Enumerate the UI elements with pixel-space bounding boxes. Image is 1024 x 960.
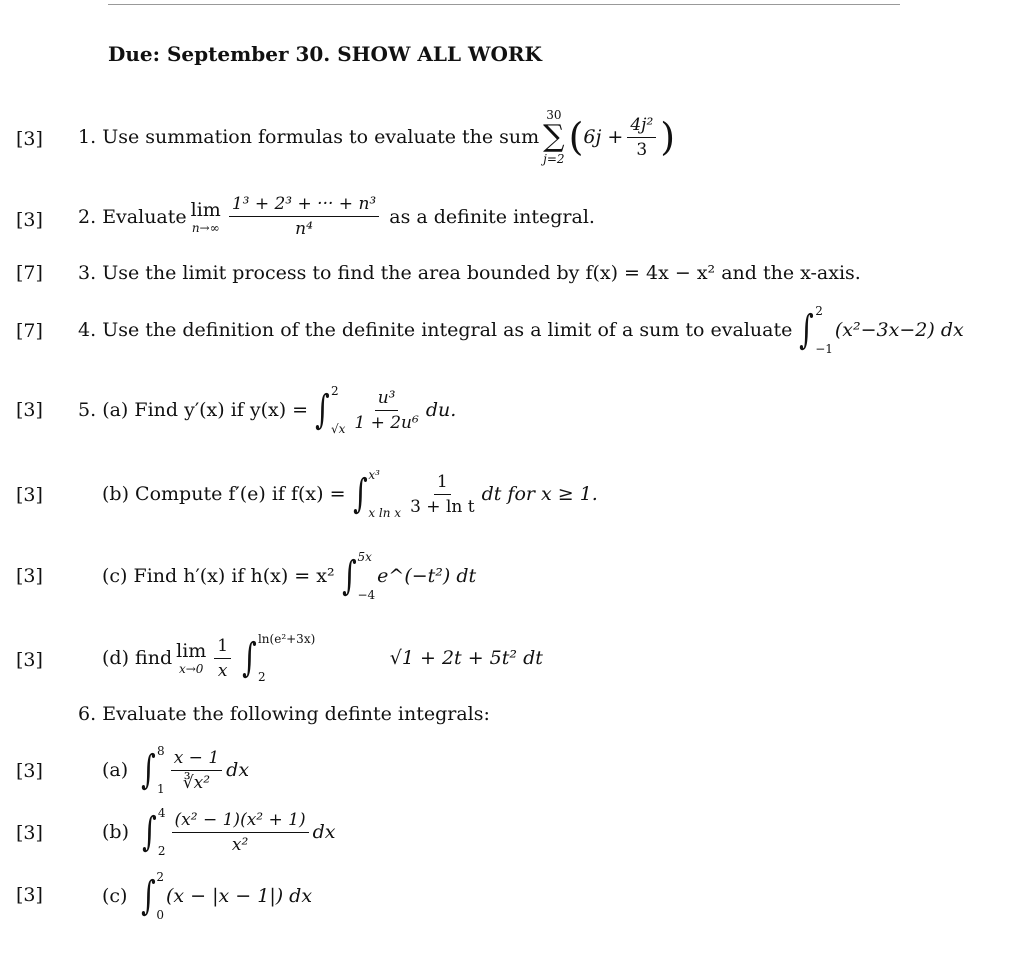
limit-word: lim — [176, 640, 207, 662]
part-label: (b) — [102, 483, 129, 505]
fraction — [351, 388, 421, 433]
problem-text: Evaluate the following definte integrals: — [102, 703, 490, 725]
lower-bound: x ln x — [368, 506, 402, 520]
points-p5c: [3] — [16, 565, 43, 587]
problem-1 — [78, 108, 675, 166]
lower-bound: 1 — [157, 782, 165, 796]
points-p6a: [3] — [16, 760, 43, 782]
fraction — [407, 472, 478, 517]
problem-2 — [78, 194, 595, 239]
part-label: (a) — [102, 759, 129, 781]
fraction-denominator: 3 + ln t — [410, 496, 475, 517]
top-rule — [108, 4, 900, 5]
fraction — [627, 115, 656, 160]
fraction-denominator: ∛x² — [182, 772, 211, 793]
upper-bound: 4 — [157, 806, 166, 820]
summation — [543, 108, 564, 166]
fraction-numerator: 1 — [434, 472, 451, 495]
problem-5d — [102, 632, 543, 684]
upper-bound: 2 — [156, 870, 164, 884]
right-paren: ) — [660, 115, 676, 159]
problem-6 — [78, 703, 490, 725]
integral — [138, 870, 164, 922]
problem-text: Find h′(x) if h(x) = x² — [133, 565, 335, 587]
problem-text: Find y′(x) if y(x) = — [134, 399, 309, 421]
tail: dx — [312, 821, 336, 843]
integral-sign: ∫ — [315, 387, 330, 433]
problem-text: Use the definition of the definite integral as a limit of a sum to evaluate — [102, 319, 793, 341]
points-p5d: [3] — [16, 649, 43, 671]
problem-6c — [102, 870, 312, 922]
upper-bound: 2 — [330, 384, 339, 398]
limit-subscript: x→0 — [178, 662, 204, 676]
lower-bound: 0 — [156, 908, 164, 922]
left-paren: ( — [568, 115, 584, 159]
points-p4: [7] — [16, 320, 43, 342]
integral — [139, 806, 165, 858]
problem-6a — [102, 744, 249, 796]
lower-bound: −4 — [357, 588, 376, 602]
sum-upper-bound: 30 — [546, 108, 562, 122]
integral — [239, 632, 315, 684]
fraction-denominator: 3 — [636, 139, 648, 160]
part-label: (a) — [102, 399, 129, 421]
problem-text: Use summation formulas to evaluate the sum — [102, 126, 540, 148]
fraction-numerator: 4j² — [627, 115, 656, 138]
sigma-symbol: ∑ — [543, 119, 565, 154]
fraction — [171, 748, 222, 793]
problem-text-after: as a definite integral. — [389, 205, 595, 228]
integral — [138, 744, 164, 796]
fraction-numerator: (x² − 1)(x² + 1) — [172, 810, 309, 833]
integral — [796, 304, 833, 356]
problem-5c — [102, 550, 476, 602]
fraction-numerator: x − 1 — [171, 748, 222, 771]
integral — [339, 550, 376, 602]
lower-bound: −1 — [815, 342, 833, 356]
fraction — [229, 194, 379, 239]
limit — [191, 199, 221, 235]
fraction-denominator: x — [217, 660, 228, 681]
integral — [312, 384, 345, 436]
fraction — [214, 636, 231, 681]
points-p6c: [3] — [16, 884, 43, 906]
problem-text: Compute f′(e) if f(x) = — [135, 483, 346, 505]
integral-sign: ∫ — [352, 471, 368, 517]
integral-sign: ∫ — [799, 307, 815, 353]
points-p6b: [3] — [16, 822, 43, 844]
part-label: (d) — [102, 647, 129, 669]
points-p2: [3] — [16, 209, 43, 231]
upper-bound: 8 — [157, 744, 165, 758]
points-p5a: [3] — [16, 399, 43, 421]
page-title: Due: September 30. SHOW ALL WORK — [108, 42, 542, 66]
integrand: (x − |x − 1|) dx — [166, 885, 313, 907]
lower-bound: √x — [330, 422, 346, 436]
term: 6j + — [583, 126, 624, 148]
problem-6b — [102, 806, 336, 858]
fraction-numerator: u³ — [375, 388, 399, 411]
fraction-numerator: 1 — [214, 636, 231, 659]
tail: du. — [425, 399, 457, 421]
integral-sign: ∫ — [142, 809, 157, 855]
integral-sign: ∫ — [141, 747, 156, 793]
fraction-denominator: n⁴ — [295, 219, 313, 239]
problem-number: 1. — [78, 126, 97, 148]
limit-word: lim — [190, 198, 221, 221]
upper-bound: 2 — [815, 304, 823, 318]
problem-5b — [102, 468, 598, 520]
problem-number: 2. — [78, 205, 97, 228]
problem-3 — [78, 262, 861, 284]
fraction — [172, 810, 309, 855]
part-label: (b) — [102, 821, 129, 843]
upper-bound: 5x — [357, 550, 372, 564]
fraction-numerator: 1³ + 2³ + ··· + n³ — [229, 194, 379, 217]
points-p5b: [3] — [16, 484, 43, 506]
problem-number: 4. — [78, 319, 97, 341]
problem-5a — [78, 384, 456, 436]
sum-lower-bound: j=2 — [543, 152, 565, 166]
points-p3: [7] — [16, 262, 43, 284]
problem-number: 5. — [78, 399, 97, 421]
part-label: (c) — [102, 565, 128, 587]
limit — [176, 640, 206, 676]
integrand: √1 + 2t + 5t² dt — [389, 647, 543, 669]
problem-number: 3. — [78, 262, 97, 284]
problem-text: Use the limit process to find the area bounded by f(x) = 4x − x² and the x-axis. — [102, 262, 861, 284]
problem-text: find — [135, 647, 173, 669]
limit-subscript: n→∞ — [191, 220, 220, 235]
integral-sign: ∫ — [242, 635, 257, 681]
integral — [350, 468, 402, 520]
lower-bound: 2 — [257, 670, 266, 684]
fraction-denominator: 1 + 2u⁶ — [354, 412, 419, 433]
problem-4 — [78, 304, 964, 356]
part-label: (c) — [102, 885, 128, 907]
lower-bound: 2 — [157, 844, 166, 858]
integral-sign: ∫ — [341, 553, 357, 599]
tail: dx — [226, 759, 250, 781]
integrand: (x²−3x−2) dx — [834, 319, 964, 341]
upper-bound: ln(e²+3x) — [257, 632, 316, 646]
fraction-denominator: x² — [231, 834, 249, 855]
upper-bound: x³ — [368, 468, 380, 482]
problem-number: 6. — [78, 703, 97, 725]
integral-sign: ∫ — [140, 873, 156, 919]
tail: dt for x ≥ 1. — [481, 483, 598, 505]
integrand: e^(−t²) dt — [377, 565, 477, 587]
points-p1: [3] — [16, 128, 43, 150]
problem-text: Evaluate — [102, 205, 187, 228]
